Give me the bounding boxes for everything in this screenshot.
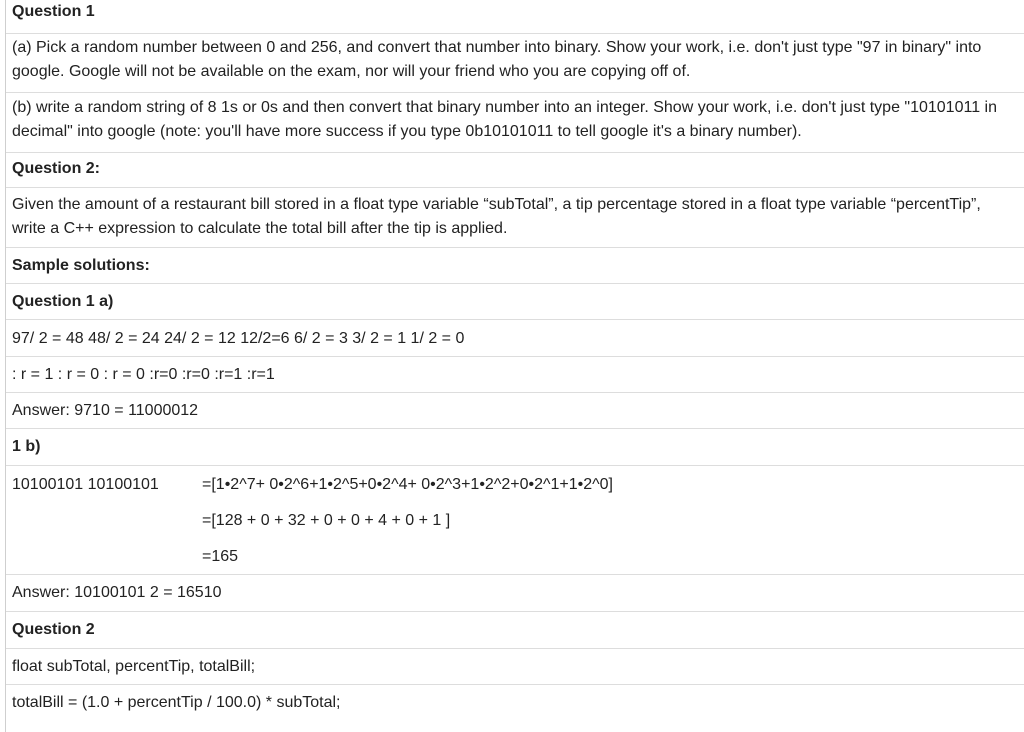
q1b-answer: Answer: 10100101 2 = 16510: [12, 584, 222, 601]
q1b-step-3: =165: [202, 548, 239, 565]
q2-body-row: [6, 188, 1024, 248]
q2-heading-row: [6, 153, 1024, 188]
q1a-divisions-row: [6, 320, 1024, 357]
q1-heading: Question 1: [12, 3, 95, 20]
q1b-binary: 10100101 10100101: [12, 476, 159, 493]
q1-part-a-text: (a) Pick a random number between 0 and 256, and convert that number into binary. Show your work, i.e. don't just type "97 in binary" into google. Google will not be available on the exam, nor will your friend who you are copying off of.: [12, 39, 982, 80]
q1b-step-1: =[1•2^7+ 0•2^6+1•2^5+0•2^4+ 0•2^3+1•2^2+0•2^1+1•2^0]: [202, 476, 613, 493]
q1a-heading: Question 1 a): [12, 293, 114, 310]
q1a-remainders-row: [6, 357, 1024, 393]
q1-part-a-row: [6, 34, 1024, 93]
q2-declaration: float subTotal, percentTip, totalBill;: [12, 658, 256, 675]
q2-expression-row: [6, 685, 1024, 732]
q2-declaration-row: [6, 649, 1024, 685]
q2-solution-heading-row: [6, 612, 1024, 649]
q1b-answer-row: [6, 575, 1024, 612]
document-panel: [5, 0, 1024, 732]
q2-heading: Question 2:: [12, 160, 101, 177]
q2-body-text: Given the amount of a restaurant bill stored in a float type variable “subTotal”, a tip percentage stored in a float type variable “percentTip”, write a C++ expression to calculate the total bill after the tip is applied.: [12, 196, 981, 237]
q1b-heading-row: [6, 429, 1024, 466]
q1a-remainders: : r = 1 : r = 0 : r = 0 :r=0 :r=0 :r=1 :r=1: [12, 366, 275, 383]
q1b-heading: 1 b): [12, 438, 41, 455]
q1-part-b-text: (b) write a random string of 8 1s or 0s and then convert that binary number into an integer. Show your work, i.e. don't just type "10101011 in decimal" into google (note: you'll have more success if you type 0b10101011 to tell google it's a binary number).: [12, 99, 997, 140]
q1-heading-row: [6, 0, 1024, 34]
solutions-heading: Sample solutions:: [12, 257, 150, 274]
q2-expression: totalBill = (1.0 + percentTip / 100.0) * subTotal;: [12, 694, 341, 711]
q1b-work-row: [6, 466, 1024, 575]
q1-part-b-row: [6, 93, 1024, 153]
q2-solution-heading: Question 2: [12, 621, 95, 638]
solutions-heading-row: [6, 248, 1024, 284]
q1a-answer-row: [6, 393, 1024, 429]
q1a-divisions: 97/ 2 = 48 48/ 2 = 24 24/ 2 = 12 12/2=6 6/ 2 = 3 3/ 2 = 1 1/ 2 = 0: [12, 330, 465, 347]
q1a-answer: Answer: 9710 = 11000012: [12, 402, 199, 419]
q1b-step-2: =[128 + 0 + 32 + 0 + 0 + 4 + 0 + 1 ]: [202, 512, 451, 529]
q1a-heading-row: [6, 284, 1024, 320]
